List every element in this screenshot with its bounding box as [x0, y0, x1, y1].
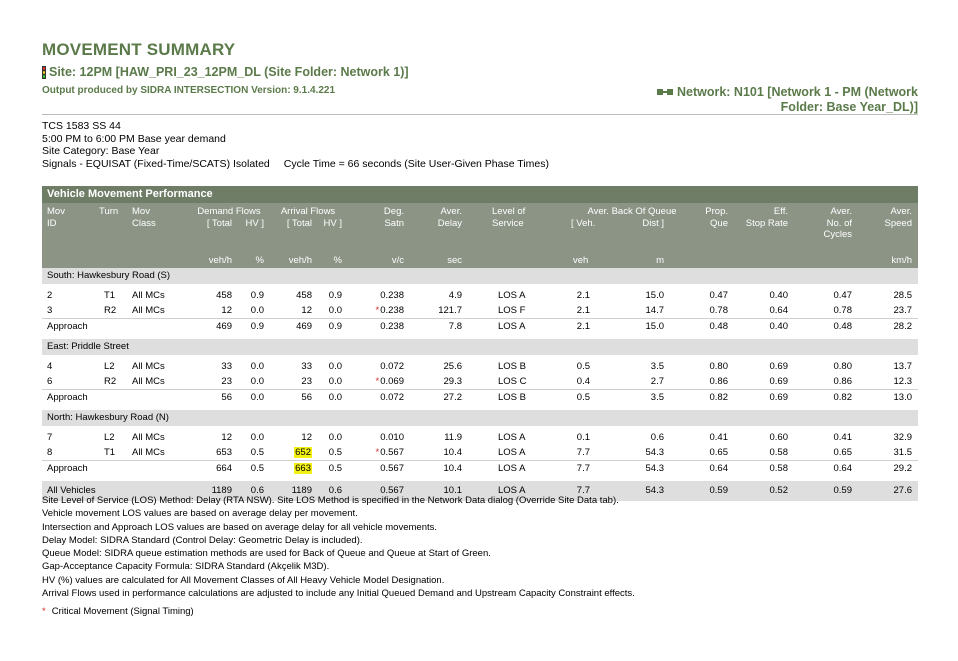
section-east: East: Priddle Street [42, 339, 918, 355]
col-boq-dist: Dist ] [642, 217, 664, 229]
info-cycle-time: Cycle Time = 66 seconds (Site User-Given Phase Times) [283, 157, 549, 170]
table-row: 8 T1 All MCs 653 0.5 652 0.5 *0.567 10.4 LOS A 7.7 54.3 0.65 0.58 0.65 31.5 [47, 447, 912, 458]
site-info [42, 120, 549, 170]
table-row: 4 L2 All MCs 33 0.0 33 0.0 0.072 25.6 LOS B 0.5 3.5 0.80 0.69 0.80 13.7 [47, 361, 912, 372]
col-deg-satn: Deg. Satn [383, 206, 404, 229]
note: Vehicle movement LOS values are based on average delay per movement. [42, 508, 358, 520]
note: Arrival Flows used in performance calculations are adjusted to include any Initial Queued Demand and Upstream Capacity Constraint effects. [42, 588, 635, 600]
col-demand-flows: Demand Flows [197, 206, 261, 217]
note: Site Level of Service (LOS) Method: Delay (RTA NSW). Site LOS Method is specified in the Network Data dialog (Override Site Data tab). [42, 495, 619, 506]
col-mov-id: Mov ID [47, 206, 65, 229]
note: Gap-Acceptance Capacity Formula: SIDRA Standard (Akçelik M3D). [42, 561, 330, 573]
col-arrival-total: [ Total [286, 217, 312, 229]
col-aver-speed: Aver. Speed [884, 206, 912, 229]
movement-performance-table [42, 186, 918, 501]
info-tcs: TCS 1583 SS 44 [42, 120, 121, 132]
col-arrival-hv: HV ] [323, 217, 342, 229]
network-icon [657, 85, 673, 100]
col-back-of-queue: Aver. Back Of Queue [587, 206, 677, 217]
note: Delay Model: SIDRA Standard (Control Delay: Geometric Delay is included). [42, 534, 363, 546]
critical-movement-legend [42, 606, 194, 617]
unit-demand-total: veh/h [208, 255, 232, 266]
note: Queue Model: SIDRA queue estimation methods are used for Back of Queue and Queue at Start of Green. [42, 548, 491, 560]
footnotes [42, 494, 635, 600]
approach-row: Approach 469 0.9 469 0.9 0.238 7.8 LOS A 2.1 15.0 0.48 0.40 0.48 28.2 [42, 318, 918, 335]
table-row: 6 R2 All MCs 23 0.0 23 0.0 *0.069 29.3 LOS C 0.4 2.7 0.86 0.69 0.86 12.3 [47, 376, 912, 387]
site-line [42, 65, 409, 79]
output-version: Output produced by SIDRA INTERSECTION Version: 9.1.4.221 [42, 85, 336, 96]
col-turn: Turn [99, 206, 119, 217]
table-row: 3 R2 All MCs 12 0.0 12 0.0 *0.238 121.7 LOS F 2.1 14.7 0.78 0.64 0.78 23.7 [47, 305, 912, 316]
critical-marker: * [375, 447, 380, 458]
table-title: Vehicle Movement Performance [42, 186, 918, 203]
col-aver-cycles: Aver. No. of Cycles [823, 206, 852, 240]
col-demand-total: [ Total [206, 217, 232, 229]
col-arrival-flows: Arrival Flows [280, 206, 336, 217]
col-prop-que: Prop. Que [705, 206, 728, 229]
approach-row: Approach 56 0.0 56 0.0 0.072 27.2 LOS B 0.5 3.5 0.82 0.69 0.82 13.0 [42, 389, 918, 406]
unit-delay: sec [447, 255, 462, 266]
col-mov-class: Mov Class [132, 206, 156, 229]
col-eff-stop-rate: Eff. Stop Rate [745, 206, 788, 229]
network-label [648, 85, 918, 115]
highlighted-value: 663 [295, 463, 311, 474]
header-divider [42, 114, 918, 115]
col-level-of-service: Level of Service [492, 206, 526, 229]
approach-row: Approach 664 0.5 663 0.5 0.567 10.4 LOS A 7.7 54.3 0.64 0.58 0.64 29.2 [42, 460, 918, 477]
note: Intersection and Approach LOS values are based on average delay for all vehicle movements. [42, 521, 438, 533]
unit-speed: km/h [891, 255, 912, 266]
network-line-2: Folder: Base Year_DL)] [780, 100, 918, 115]
table-header [42, 203, 918, 268]
traffic-signal-icon [42, 66, 46, 79]
col-boq-veh: [ Veh. [571, 217, 596, 229]
info-period: 5:00 PM to 6:00 PM Base year demand [42, 132, 226, 145]
table-row: 7 L2 All MCs 12 0.0 12 0.0 0.010 11.9 LOS A 0.1 0.6 0.41 0.60 0.41 32.9 [47, 432, 912, 443]
unit-boq-veh: veh [573, 255, 589, 266]
section-north: North: Hawkesbury Road (N) [42, 410, 918, 426]
critical-marker: * [375, 376, 380, 387]
network-line-1: Network: N101 [Network 1 - PM (Network [676, 85, 918, 99]
info-category: Site Category: Base Year [42, 145, 160, 157]
col-aver-delay: Aver. Delay [437, 206, 462, 229]
table-row: 2 T1 All MCs 458 0.9 458 0.9 0.238 4.9 LOS A 2.1 15.0 0.47 0.40 0.47 28.5 [47, 290, 912, 301]
critical-marker: * [375, 305, 380, 316]
unit-demand-hv: % [255, 255, 264, 266]
all-vehicles-row: All Vehicles 1189 0.6 1189 0.6 0.567 10.1 LOS A 7.7 54.3 0.59 0.52 0.59 27.6 [42, 481, 918, 501]
section-south: South: Hawkesbury Road (S) [42, 268, 918, 284]
page-title: MOVEMENT SUMMARY [42, 40, 236, 59]
critical-marker-icon: * [42, 606, 46, 617]
unit-arrival-total: veh/h [288, 255, 312, 266]
site-name: Site: 12PM [HAW_PRI_23_12PM_DL (Site Folder: Network 1)] [49, 65, 409, 79]
info-signals: Signals - EQUISAT (Fixed-Time/SCATS) Isolated Cycle Time = 66 seconds (Site User-Given Phase Times) [42, 157, 549, 170]
unit-boq-dist: m [656, 255, 664, 266]
note: HV (%) values are calculated for All Movement Classes of All Heavy Vehicle Model Designation. [42, 574, 445, 586]
unit-arrival-hv: % [333, 255, 342, 266]
col-demand-hv: HV ] [245, 217, 264, 229]
unit-deg: v/c [391, 255, 404, 266]
highlighted-value: 652 [295, 447, 311, 458]
legend-text: Critical Movement (Signal Timing) [51, 606, 194, 617]
